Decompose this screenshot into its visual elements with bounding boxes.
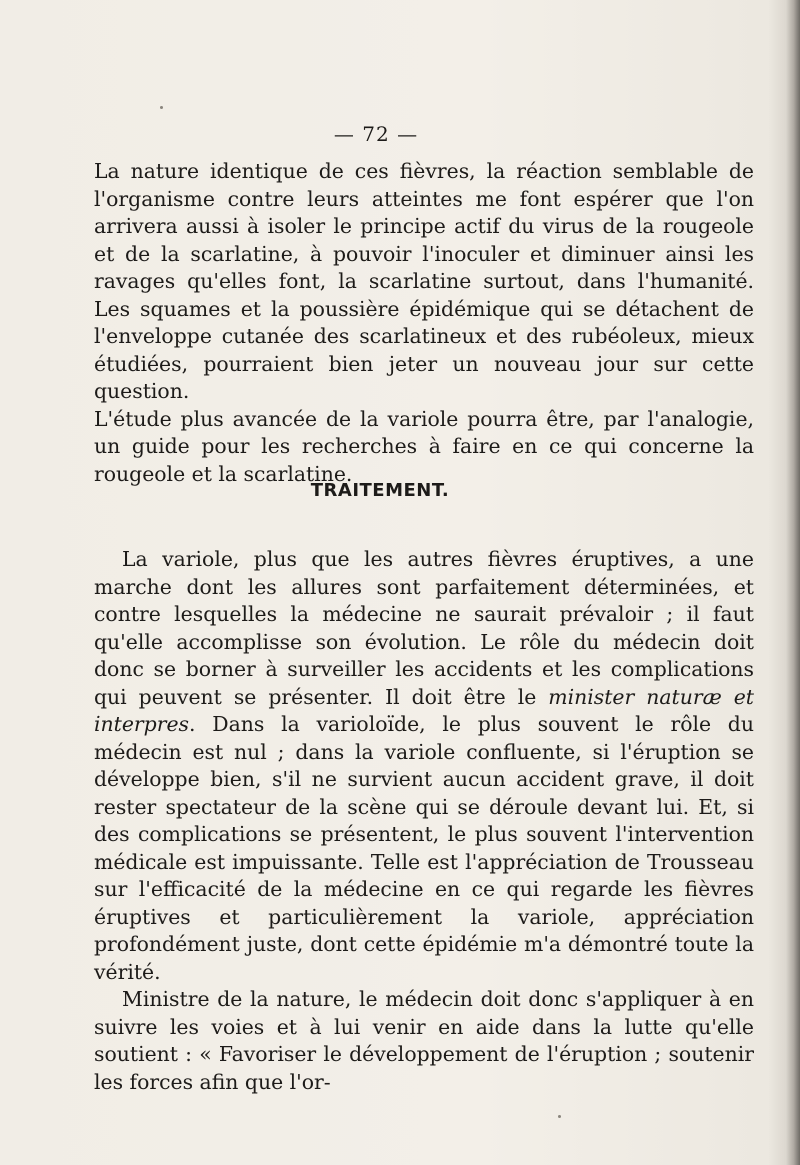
page-number: — 72 — (333, 122, 419, 146)
treatment-p1-end: . Dans la varioloïde, le plus souvent le rôle du médecin est nul ; dans la variole confluente, si l'éruption se développe bien, s'il ne survient aucun accident grave, il doit rester spectateur de la scène qui se déroule devant lui. Et, si des complications se présentent, le plus souvent l'intervention médicale est impuissante. Telle est l'appréciation de Trousseau sur l'efficacité de la médecine en ce qui regarde les fièvres éruptives et particulièrement la variole, appréciation profondément juste, dont cette épidémie m'a démontré toute la vérité. (94, 712, 754, 984)
paper-speck (160, 106, 163, 109)
treatment-paragraph-1 (94, 546, 754, 986)
intro-paragraph-1: La nature identique de ces fièvres, la réaction semblable de l'organisme contre leurs atteintes me font espérer que l'on arrivera aussi à isoler le principe actif du virus de la rougeole et de la scarlatine, à pouvoir l'inoculer et diminuer ainsi les ravages qu'elles font, la scarlatine surtout, dans l'humanité. Les squames et la poussière épidémique qui se détachent de l'enveloppe cutanée des scarlatineux et des rubéoleux, mieux étudiées, pourraient bien jeter un nouveau jour sur cette question. (94, 159, 754, 403)
treatment-p1-start: La variole, plus que les autres fièvres éruptives, a une marche dont les allures sont parfaitement déterminées, et contre lesquelles la médecine ne saurait prévaloir ; il faut qu'elle accomplisse son évolution. Le rôle du médecin doit donc se borner à surveiller les accidents et les complications qui peuvent se présenter. Il doit être le (94, 547, 754, 709)
section-heading: TRAITEMENT. (310, 480, 450, 501)
latin-phrase: minister naturæ et interpres (94, 684, 754, 736)
treatment-text (94, 546, 754, 1096)
page-edge-shadow (786, 0, 800, 1165)
treatment-paragraph-2: Ministre de la nature, le médecin doit donc s'appliquer à en suivre les voies et à lui venir en aide dans la lutte qu'elle soutient : « Favoriser le développement de l'éruption ; soutenir les forces afin que l'or- (94, 987, 754, 1094)
intro-text (94, 158, 754, 488)
paper-speck (558, 1115, 561, 1118)
intro-paragraph-2: L'étude plus avancée de la variole pourra être, par l'analogie, un guide pour les recherches à faire en ce qui concerne la rougeole et la scarlatine. (94, 406, 754, 486)
